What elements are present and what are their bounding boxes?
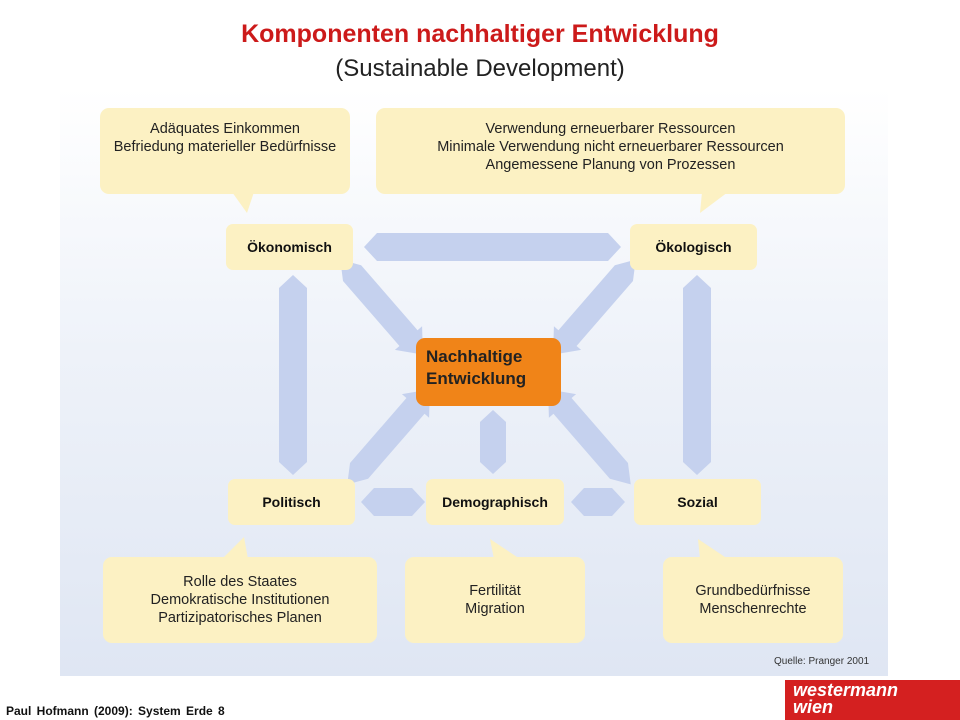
node-center bbox=[416, 338, 561, 406]
bubble-tail-politisch bbox=[222, 537, 248, 559]
page-title: Komponenten nachhaltiger Entwicklung bbox=[241, 20, 719, 48]
bubble-sozial bbox=[663, 557, 843, 643]
bubble-oekonomisch-line-1: Adäquates Einkommen bbox=[150, 121, 300, 137]
node-oekonomisch: Ökonomisch bbox=[226, 224, 353, 270]
bubble-politisch-line-1: Rolle des Staates bbox=[183, 574, 297, 590]
bubble-oekologisch bbox=[376, 108, 845, 194]
page-subtitle: (Sustainable Development) bbox=[335, 55, 625, 82]
arrow-politisch-demographisch bbox=[361, 488, 425, 516]
bubble-demographisch bbox=[405, 557, 585, 643]
node-oekologisch: Ökologisch bbox=[630, 224, 757, 270]
arrow-oekologisch-sozial bbox=[683, 275, 711, 475]
bubble-sozial-line-2: Menschenrechte bbox=[699, 601, 807, 617]
bubble-oekonomisch bbox=[100, 108, 350, 194]
node-center-line-2: Entwicklung bbox=[426, 369, 527, 388]
bubble-politisch-line-3: Partizipatorisches Planen bbox=[158, 610, 322, 626]
bubble-sozial-line-1: Grundbedürfnisse bbox=[695, 583, 811, 599]
node-center-line-1: Nachhaltige bbox=[426, 347, 523, 366]
bubble-demographisch-line-1: Fertilität bbox=[469, 583, 521, 599]
footer-credit: Paul Hofmann (2009): System Erde 8 bbox=[6, 704, 225, 718]
node-politisch: Politisch bbox=[228, 479, 355, 525]
bubble-tail-oekologisch bbox=[700, 192, 728, 213]
node-demographisch: Demographisch bbox=[426, 479, 564, 525]
bubble-oekologisch-line-3: Angemessene Planung von Prozessen bbox=[485, 157, 736, 173]
bubble-politisch-line-2: Demokratische Institutionen bbox=[150, 592, 330, 608]
publisher-logo-line-1: westermann bbox=[793, 680, 899, 700]
arrow-center-demographisch bbox=[480, 410, 506, 474]
publisher-logo bbox=[785, 680, 960, 720]
bubble-oekologisch-line-2: Minimale Verwendung nicht erneuerbarer Ressourcen bbox=[437, 139, 784, 155]
arrow-oekonomisch-oekologisch bbox=[364, 233, 621, 261]
publisher-logo-line-2: wien bbox=[793, 697, 834, 717]
arrow-oekonomisch-politisch bbox=[279, 275, 307, 475]
bubble-oekologisch-line-1: Verwendung erneuerbarer Ressourcen bbox=[485, 121, 736, 137]
arrow-demographisch-sozial bbox=[571, 488, 625, 516]
bubble-demographisch-line-2: Migration bbox=[465, 601, 525, 617]
bubble-oekonomisch-line-2: Befriedung materieller Bedürfnisse bbox=[113, 139, 337, 155]
source-note: Quelle: Pranger 2001 bbox=[774, 656, 870, 667]
node-sozial: Sozial bbox=[634, 479, 761, 525]
bubble-politisch bbox=[103, 557, 377, 643]
bubble-tail-demographisch bbox=[490, 539, 520, 559]
bubble-tail-oekonomisch bbox=[232, 192, 254, 213]
bubble-tail-sozial bbox=[698, 539, 728, 559]
